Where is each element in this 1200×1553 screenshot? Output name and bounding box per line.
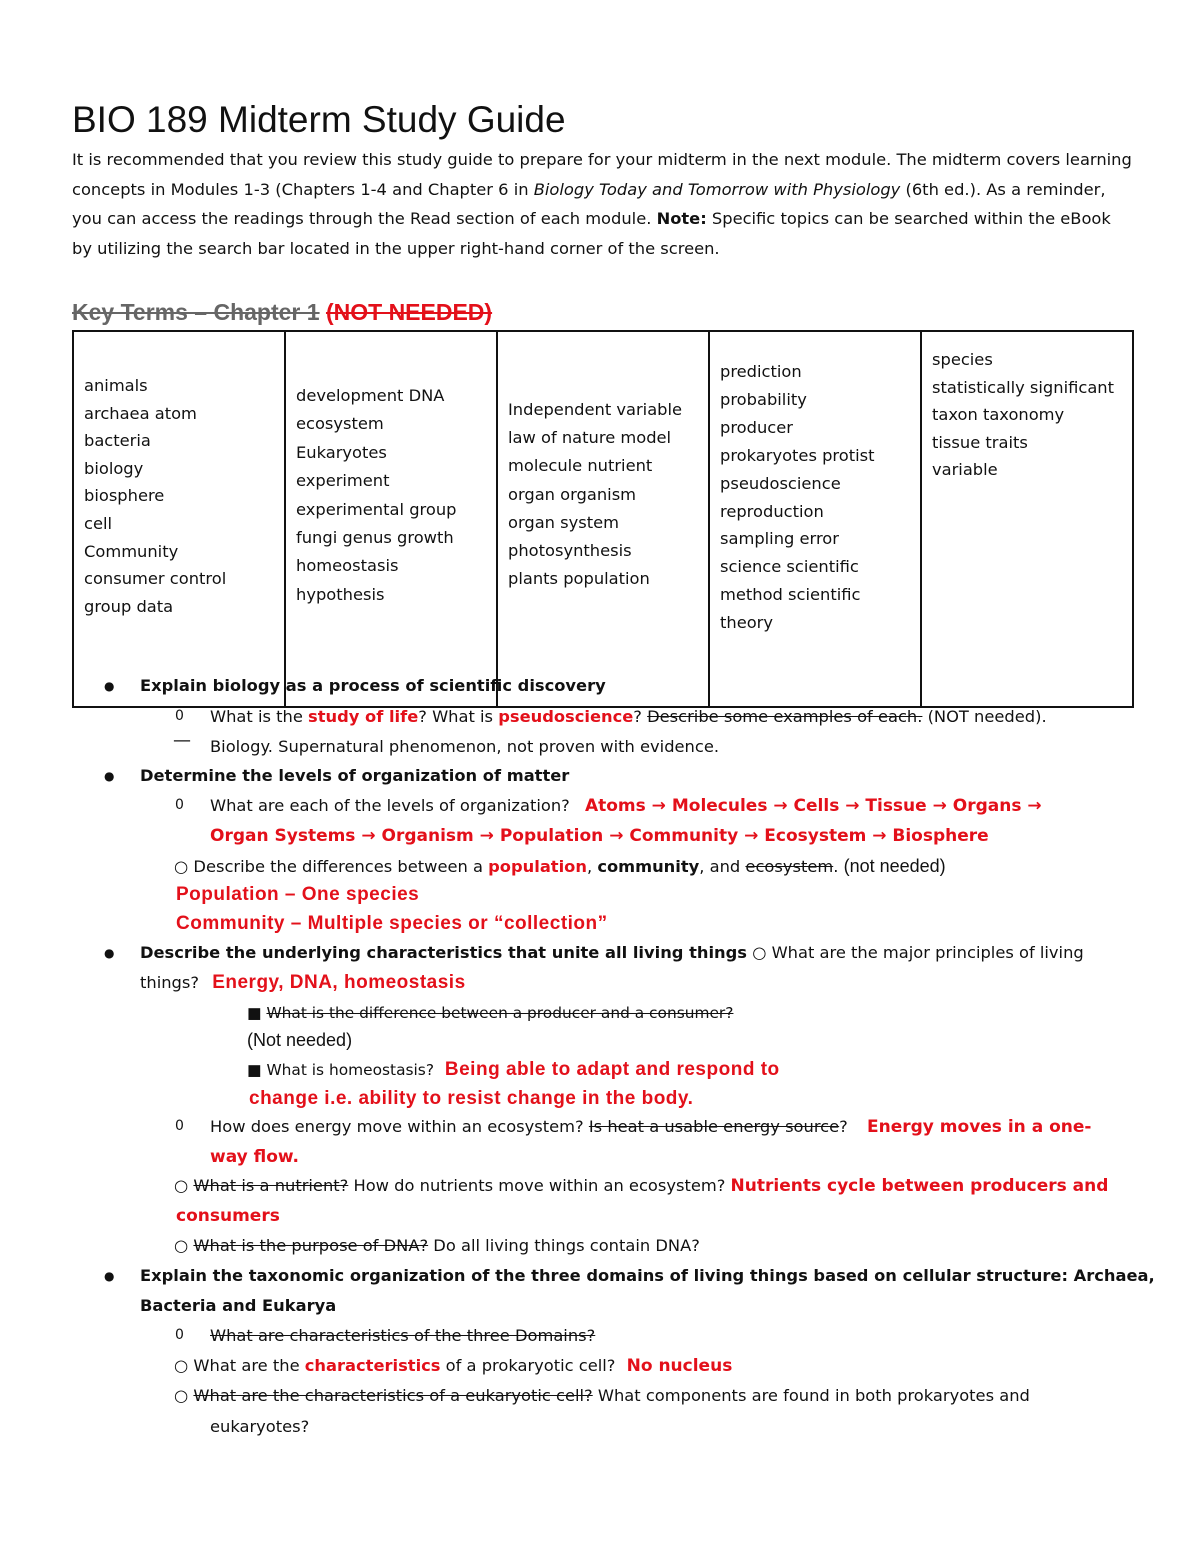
- question-text: Describe the differences between a: [193, 857, 489, 876]
- key-term: reproduction: [720, 501, 824, 521]
- topic-heading: Describe the underlying characteristics that unite all living things: [140, 943, 747, 962]
- key-term: species: [932, 350, 993, 369]
- key-term: cell: [84, 513, 113, 533]
- question-line: [210, 1112, 1091, 1142]
- key-term: statistically significant: [932, 377, 1114, 397]
- marker-square: ■: [247, 1061, 262, 1079]
- key-term: sampling error: [720, 529, 839, 549]
- question-line: [174, 851, 946, 882]
- question-text: What is the: [210, 707, 309, 726]
- answer-highlight: pseudoscience: [498, 707, 634, 726]
- key-term: Independent variable: [508, 400, 683, 419]
- book-title: Biology Today and Tomorrow with Physiology: [533, 179, 901, 199]
- marker-zero: 0: [175, 1118, 184, 1134]
- marker-dash: —: [173, 730, 191, 751]
- question-text: .: [833, 857, 844, 876]
- intro-text-2: (6th ed.). As a reminder, you can access the readings through the Read section of each module.: [72, 179, 1106, 229]
- question-line: [210, 702, 1047, 732]
- key-term: fungi genus growth: [296, 528, 454, 548]
- question-text: Do all living things contain DNA?: [428, 1236, 700, 1255]
- answer-highlight: population: [488, 857, 587, 876]
- answer-line: way flow.: [210, 1147, 300, 1167]
- question-text: ?: [839, 1117, 848, 1136]
- key-term: prediction: [720, 362, 802, 381]
- key-term: group data: [84, 596, 174, 616]
- topic-heading: Explain biology as a process of scientific discovery: [140, 676, 606, 695]
- key-term: producer: [720, 417, 793, 437]
- key-terms-heading: [72, 299, 492, 326]
- marker-circle: ○: [174, 1236, 189, 1255]
- sub-question-line: [247, 998, 733, 1028]
- intro-paragraph: [72, 145, 1134, 263]
- struck-text: ecosystem: [745, 857, 834, 876]
- struck-text: What is the difference between a producer and a consumer?: [266, 1004, 734, 1022]
- bold-term: community: [597, 857, 700, 876]
- struck-question-line: What are characteristics of the three Domains?: [210, 1326, 596, 1345]
- question-text: How does energy move within an ecosystem?: [210, 1117, 589, 1136]
- key-term: hypothesis: [296, 584, 385, 604]
- note-label: Note:: [656, 209, 707, 229]
- key-term: organ organism: [508, 484, 637, 504]
- key-term: ecosystem: [296, 414, 384, 434]
- answer-text: Being able to adapt and respond to: [444, 1059, 780, 1080]
- key-term: organ system: [508, 512, 620, 532]
- answer-line: consumers: [176, 1206, 280, 1226]
- struck-text: What is a nutrient?: [193, 1176, 349, 1195]
- marker-square: ■: [247, 1004, 262, 1022]
- terms-column-2: [285, 331, 497, 707]
- question-text: ,: [586, 857, 598, 876]
- question-text: ? What is: [418, 707, 499, 726]
- answer-line: change i.e. ability to resist change in the body.: [249, 1088, 694, 1109]
- struck-text: What is the purpose of DNA?: [193, 1236, 429, 1255]
- question-text: ?: [633, 707, 648, 726]
- intro-text-3: Specific topics can be searched within the eBook by utilizing the search bar located in the upper right-hand corner of the screen.: [72, 209, 1111, 258]
- key-term: experimental group: [296, 499, 457, 519]
- key-term: experiment: [296, 471, 390, 491]
- answer-highlight: characteristics: [304, 1356, 441, 1375]
- key-term: homeostasis: [296, 556, 399, 576]
- page-title: BIO 189 Midterm Study Guide: [72, 99, 566, 140]
- answer-text: Atoms → Molecules → Cells → Tissue → Organs →: [584, 796, 1042, 816]
- marker-zero: 0: [175, 797, 184, 813]
- bullet-dot: ●: [104, 1269, 115, 1283]
- key-term: science scientific: [720, 557, 859, 577]
- topic-heading: Explain the taxonomic organization of the three domains of living things based on cellular structure: Archaea,: [140, 1266, 1155, 1285]
- question-text: What are the: [193, 1356, 305, 1375]
- bullet-dot: ●: [104, 769, 115, 783]
- question-text: things?: [140, 973, 200, 992]
- question-text: , and: [699, 857, 746, 876]
- answer-text: Energy moves in a one-: [867, 1117, 1092, 1137]
- bullet-dot: ●: [104, 946, 115, 960]
- key-term: molecule nutrient: [508, 456, 653, 476]
- sub-question-line: [247, 1055, 780, 1085]
- topic-heading-line: [140, 938, 1084, 968]
- terms-column-1: [73, 331, 285, 707]
- key-term: theory: [720, 613, 774, 633]
- key-term: plants population: [508, 569, 650, 589]
- terms-column-3: [497, 331, 709, 707]
- question-text: What components are found in both prokaryotes and: [592, 1386, 1030, 1405]
- question-text: How do nutrients move within an ecosystem?: [348, 1176, 731, 1195]
- topic-heading: Bacteria and Eukarya: [140, 1296, 337, 1315]
- question-line: [174, 1351, 732, 1381]
- marker-zero: 0: [175, 1327, 184, 1343]
- marker-circle: ○: [752, 943, 767, 962]
- key-term: photosynthesis: [508, 541, 632, 561]
- key-term: consumer control: [84, 569, 227, 589]
- key-terms-table: [72, 330, 1134, 708]
- key-term: prokaryotes protist: [720, 445, 875, 465]
- question-line: eukaryotes?: [210, 1417, 310, 1436]
- answer-highlight: study of life: [308, 707, 419, 726]
- key-term: variable: [932, 460, 998, 480]
- question-line: [174, 1381, 1030, 1411]
- answer-line: Community – Multiple species or “collection”: [176, 913, 608, 934]
- key-term: Community: [84, 541, 179, 561]
- key-term: biology: [84, 458, 144, 478]
- key-term: probability: [720, 389, 807, 409]
- question-text: What are each of the levels of organization?: [210, 796, 570, 815]
- key-term: animals: [84, 376, 148, 395]
- key-term: biosphere: [84, 486, 165, 506]
- key-term: development DNA: [296, 386, 445, 405]
- marker-circle: ○: [174, 1176, 189, 1195]
- key-term: taxon taxonomy: [932, 405, 1065, 425]
- key-terms-title: Key Terms – Chapter 1: [72, 299, 320, 325]
- answer-line: Population – One species: [176, 884, 420, 905]
- key-term: method scientific: [720, 585, 861, 605]
- question-text: What are the major principles of living: [766, 943, 1084, 962]
- question-line: [174, 1231, 700, 1261]
- bullet-dot: ●: [104, 679, 115, 693]
- question-line: [174, 1171, 1108, 1201]
- question-line: [210, 791, 1042, 821]
- marker-circle: ○: [174, 1356, 189, 1375]
- struck-text: Describe some examples of each.: [647, 707, 923, 726]
- topic-heading: Determine the levels of organization of matter: [140, 766, 570, 785]
- struck-text: What are the characteristics of a eukaryotic cell?: [193, 1386, 593, 1405]
- key-term: archaea atom: [84, 403, 197, 423]
- marker-circle: ○: [174, 857, 189, 876]
- key-term: bacteria: [84, 431, 151, 451]
- key-term: pseudoscience: [720, 473, 841, 493]
- marker-zero: 0: [175, 708, 184, 724]
- key-term: Eukaryotes: [296, 442, 387, 462]
- question-text: (NOT needed).: [922, 707, 1047, 726]
- answer-line: Organ Systems → Organism → Population → Community → Ecosystem → Biosphere: [210, 826, 989, 846]
- note-line: (Not needed): [247, 1030, 353, 1050]
- terms-column-4: [709, 331, 921, 707]
- struck-text: Is heat a usable energy source: [588, 1117, 840, 1136]
- key-term: tissue traits: [932, 432, 1028, 452]
- answer-text: Energy, DNA, homeostasis: [212, 972, 466, 993]
- key-term: law of nature model: [508, 428, 672, 448]
- question-line: [140, 968, 466, 998]
- question-text: of a prokaryotic cell?: [440, 1356, 616, 1375]
- marker-circle: ○: [174, 1386, 189, 1405]
- intro-text-1: It is recommended that you review this study guide to prepare for your midterm in the next module. The midterm covers learning concepts in Modules 1-3 (Chapters 1-4 and Chapter 6 in: [72, 150, 1132, 199]
- not-needed-label: (NOT NEEDED): [325, 299, 493, 325]
- answer-text: No nucleus: [626, 1356, 733, 1376]
- answer-text: Nutrients cycle between producers and: [730, 1176, 1109, 1196]
- answer-line: Biology. Supernatural phenomenon, not proven with evidence.: [210, 737, 720, 756]
- question-text: What is homeostasis?: [266, 1061, 434, 1079]
- note-text: (not needed): [843, 856, 946, 876]
- terms-column-5: [921, 331, 1133, 707]
